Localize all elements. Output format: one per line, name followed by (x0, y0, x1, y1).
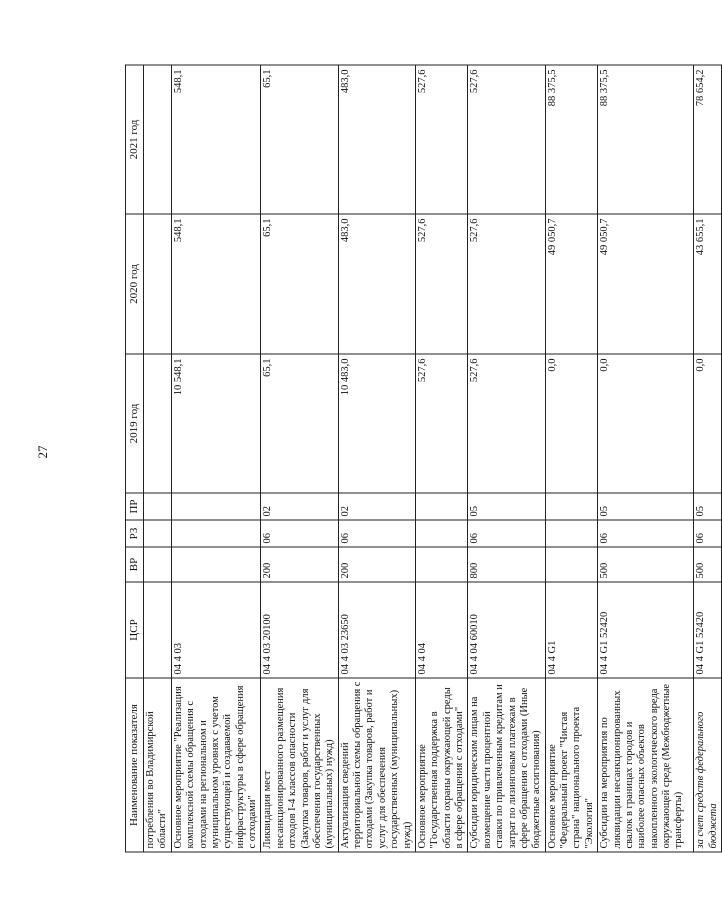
row-name: Субсидии юридическим лицам на возмещение части процентной ставки по привлеченным кредитам и затрат по лизинговым платежам в сфере обращения с отходами (Иные бюджетные ассигнования) (468, 678, 545, 852)
table-row (545, 65, 598, 852)
row-name: Субсидии на мероприятия по ликвидации несанкционированных свалок в границах городов и наиболее опасных объектов накопленного экологического вреда окружающей среде (Межбюджетные трансферты) (598, 678, 694, 852)
row-2020: 49 050,7 (598, 214, 694, 354)
row-2020: 548,1 (171, 214, 261, 354)
row-vr: 800 (468, 547, 545, 582)
row-pr (171, 493, 261, 520)
row-name: Актуализация сведений территориальной схемы обращения с отходами (Закупка товаров, работ и услуг для обеспечения государственных (муниципальных) нужд) (338, 678, 415, 852)
row-rz: 06 (338, 520, 415, 547)
row-rz (545, 520, 598, 547)
table-row (171, 65, 261, 852)
row-pr (415, 493, 468, 520)
row-2020 (144, 214, 172, 354)
row-2019: 527,6 (415, 354, 468, 493)
table-row (598, 65, 694, 852)
header-row (126, 65, 144, 852)
row-name: Основное мероприятие "Реализация комплексной схемы обращения с отходами на региональном и муниципальном уровнях с учетом существующей и создаваемой инфраструктуры в сфере обращения с отходами" (171, 678, 261, 852)
row-2020: 483,0 (338, 214, 415, 354)
row-csr: 04 4 03 20100 (261, 582, 338, 678)
row-2019: 65,1 (261, 354, 338, 493)
header-rz: РЗ (126, 520, 144, 547)
row-csr: 04 4 G1 52420 (694, 582, 722, 678)
row-2019: 10 483,0 (338, 354, 415, 493)
row-name: Основное мероприятие "Федеральный проект "Чистая страна" национального проекта "Экология" (545, 678, 598, 852)
table-row (144, 65, 172, 852)
row-2019: 0,0 (545, 354, 598, 493)
row-vr (415, 547, 468, 582)
row-rz: 06 (468, 520, 545, 547)
row-2021: 548,1 (171, 65, 261, 214)
row-2021: 483,0 (338, 65, 415, 214)
table-row (694, 65, 722, 852)
row-pr: 02 (261, 493, 338, 520)
header-2021: 2021 год (126, 65, 144, 214)
row-pr (144, 493, 172, 520)
header-2019: 2019 год (126, 354, 144, 493)
row-vr (144, 547, 172, 582)
row-pr: 02 (338, 493, 415, 520)
header-vr: ВР (126, 547, 144, 582)
row-csr: 04 4 03 23650 (338, 582, 415, 678)
row-2021: 78 654,2 (694, 65, 722, 214)
row-2020: 65,1 (261, 214, 338, 354)
row-rz: 06 (598, 520, 694, 547)
row-2019: 0,0 (598, 354, 694, 493)
header-name: Наименование показателя (126, 678, 144, 852)
row-vr: 200 (261, 547, 338, 582)
row-2021: 88 375,5 (598, 65, 694, 214)
row-name: Ликвидация мест несанкционированного размещения отходов I-4 классов опасности (Закупка товаров, работ и услуг для обеспечения государственных (муниципальных) нужд) (261, 678, 338, 852)
row-csr: 04 4 03 (171, 582, 261, 678)
table-row (468, 65, 545, 852)
row-csr: 04 4 04 (415, 582, 468, 678)
table-wrapper (125, 66, 719, 853)
row-vr: 500 (598, 547, 694, 582)
page-number: 27 (35, 445, 50, 459)
header-csr: ЦСР (126, 582, 144, 678)
row-2020: 527,6 (468, 214, 545, 354)
row-2021: 88 375,5 (545, 65, 598, 214)
row-2021: 527,6 (415, 65, 468, 214)
row-rz (171, 520, 261, 547)
row-pr: 05 (468, 493, 545, 520)
row-pr: 05 (598, 493, 694, 520)
row-2020: 49 050,7 (545, 214, 598, 354)
table-row (338, 65, 415, 852)
row-vr: 200 (338, 547, 415, 582)
row-rz (415, 520, 468, 547)
row-pr (545, 493, 598, 520)
row-2020: 527,6 (415, 214, 468, 354)
row-csr (144, 582, 172, 678)
row-2021: 527,6 (468, 65, 545, 214)
row-rz: 06 (694, 520, 722, 547)
row-vr (171, 547, 261, 582)
row-vr: 500 (694, 547, 722, 582)
row-2019: 0,0 (694, 354, 722, 493)
budget-table (125, 65, 722, 853)
row-2019 (144, 354, 172, 493)
row-rz: 06 (261, 520, 338, 547)
table-row (415, 65, 468, 852)
row-2021: 65,1 (261, 65, 338, 214)
row-name: потребления во Владимирской области" (144, 678, 172, 852)
row-name: за счет средств федерального бюджета (694, 678, 722, 852)
row-2021 (144, 65, 172, 214)
header-2020: 2020 год (126, 214, 144, 354)
header-pr: ПР (126, 493, 144, 520)
row-rz (144, 520, 172, 547)
row-csr: 04 4 G1 (545, 582, 598, 678)
row-2020: 43 655,1 (694, 214, 722, 354)
table-row (261, 65, 338, 852)
row-2019: 10 548,1 (171, 354, 261, 493)
row-name: Основное мероприятие "Государственная поддержка в области охраны окружающей среды в сфере обращения с отходами" (415, 678, 468, 852)
row-csr: 04 4 04 60010 (468, 582, 545, 678)
row-pr: 05 (694, 493, 722, 520)
row-csr: 04 4 G1 52420 (598, 582, 694, 678)
row-vr (545, 547, 598, 582)
row-2019: 527,6 (468, 354, 545, 493)
